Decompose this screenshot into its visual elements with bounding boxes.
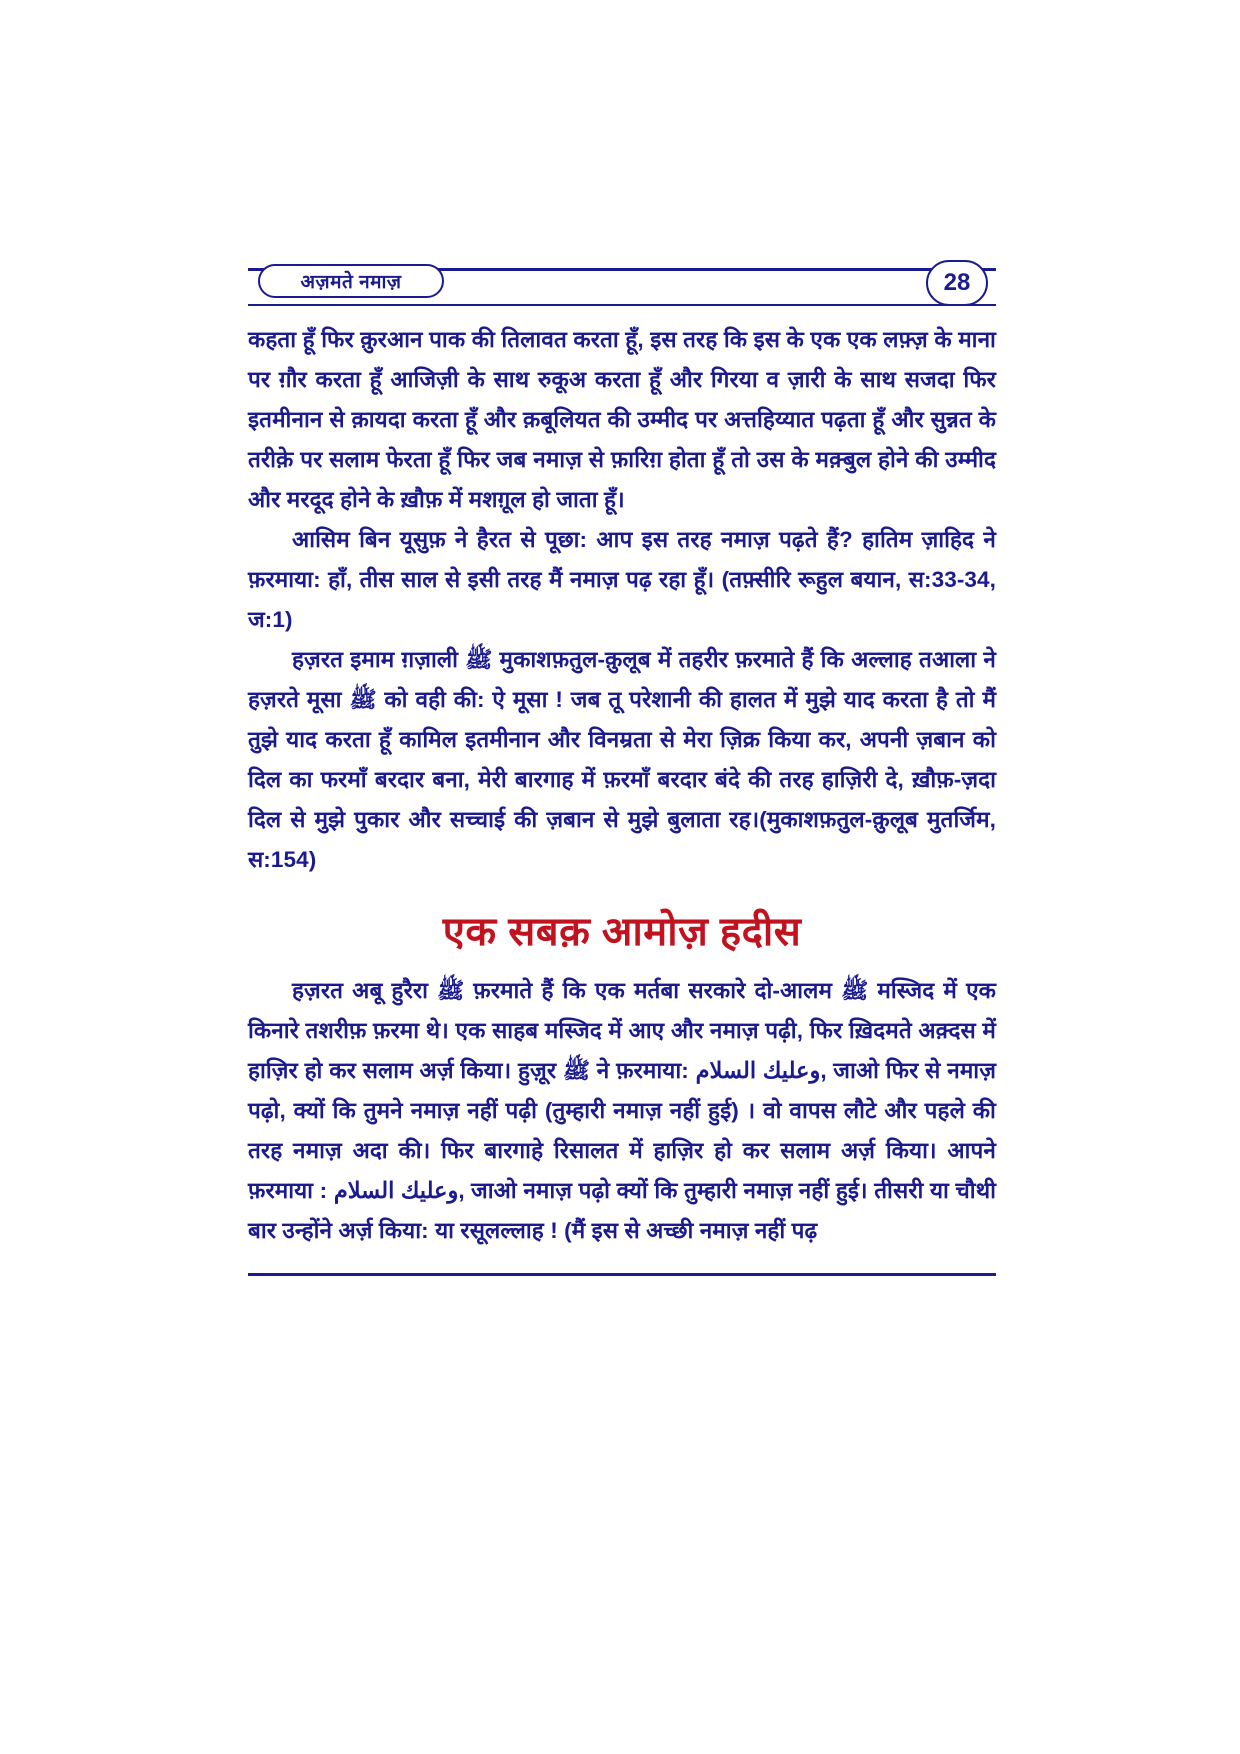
paragraph-1: कहता हूँ फिर क़ुरआन पाक की तिलावत करता हूँ, इस तरह कि इस के एक एक लफ़्ज़ के माना पर ग़ौर करता हूँ आजिज़ी के साथ रुकूअ करता हूँ और गिरया व ज़ारी के साथ सजदा फिर इतमीनान से क़ायदा करता हूँ और क़बूलियत की उम्मीद पर अत्तहिय्यात पढ़ता हूँ और सुन्नत के तरीक़े पर सलाम फेरता हूँ फिर जब नमाज़ से फ़ारिग़ होता हूँ तो उस के मक़्बुल होने की उम्मीद और मरदूद होने के ख़ौफ़ में मशग़ूल हो जाता हूँ। (248, 327, 996, 512)
book-title-text: अज़मते नमाज़ (300, 272, 402, 293)
paragraph-4: हज़रत अबू हुरैरा ﷺ फ़रमाते हैं कि एक मर्तबा सरकारे दो-आलम ﷺ मस्जिद में एक किनारे तशरीफ़ फ़रमा थे। एक साहब मस्जिद में आए और नमाज़ पढ़ी, फिर ख़िदमते अक़्दस में हाज़िर हो कर सलाम अर्ज़ किया। हुज़ूर ﷺ ने फ़रमाया: وعليك السلام, जाओ फिर से नमाज़ पढ़ो, क्यों कि तुमने नमाज़ नहीं पढ़ी (तुम्हारी नमाज़ नहीं हुई) । वो वापस लौटे और पहले की तरह नमाज़ अदा की। फिर बारगाहे रिसालत में हाज़िर हो कर सलाम अर्ज़ किया। आपने फ़रमाया : وعليك السلام, जाओ नमाज़ पढ़ो क्यों कि तुम्हारी नमाज़ नहीं हुई। तीसरी या चौथी बार उन्होंने अर्ज़ किया: या रसूलल्लाह ! (मैं इस से अच्छी नमाज़ नहीं पढ़ (248, 978, 997, 1243)
page-number-text: 28 (943, 269, 971, 296)
page-content (248, 258, 996, 1276)
page-header (248, 258, 996, 306)
header-divider (248, 304, 996, 306)
page-number-badge (926, 260, 988, 306)
book-title-badge (258, 264, 444, 298)
section-heading: एक सबक़ आमोज़ हदीस (442, 910, 802, 954)
footer-divider (248, 1273, 996, 1276)
paragraph-2: आसिम बिन यूसुफ़ ने हैरत से पूछा: आप इस तरह नमाज़ पढ़ते हैं? हातिम ज़ाहिद ने फ़रमाया: हाँ, तीस साल से इसी तरह मैं नमाज़ पढ़ रहा हूँ। (तफ़्सीरि रूहुल बयान, स:33-34, ज:1) (248, 527, 996, 632)
body-text (248, 320, 996, 1251)
paragraph-3: हज़रत इमाम ग़ज़ाली ﷺ मुकाशफ़तुल-क़ुलूब में तहरीर फ़रमाते हैं कि अल्लाह तआला ने हज़रते मूसा ﷺ को वही की: ऐ मूसा ! जब तू परेशानी की हालत में मुझे याद करता है तो मैं तुझे याद करता हूँ कामिल इतमीनान और विनम्रता से मेरा ज़िक्र किया कर, अपनी ज़बान को दिल का फरमाँ बरदार बना, मेरी बारगाह में फ़रमाँ बरदार बंदे की तरह हाज़िरी दे, ख़ौफ़-ज़दा दिल से मुझे पुकार और सच्चाई की ज़बान से मुझे बुलाता रह।(मुकाशफ़तुल-क़ुलूब मुतर्जिम, स:154) (248, 647, 997, 872)
